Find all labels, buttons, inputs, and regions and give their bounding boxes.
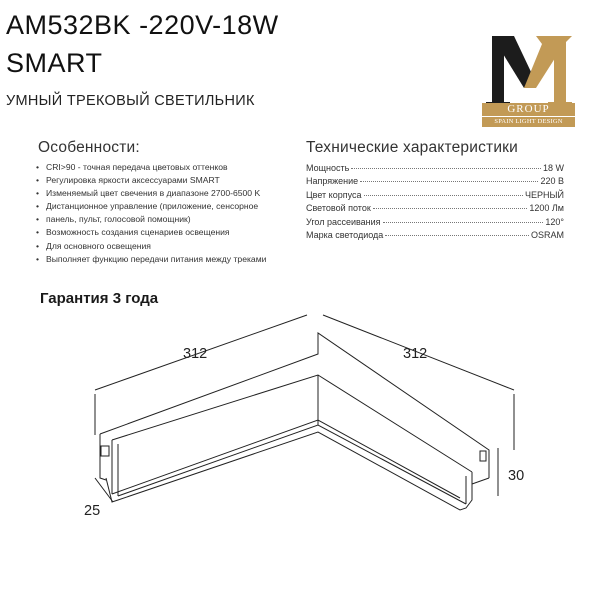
product-subtitle: УМНЫЙ ТРЕКОВЫЙ СВЕТИЛЬНИК (6, 93, 255, 109)
spec-value: 120° (545, 216, 564, 227)
dimension-right-length: 312 (403, 346, 428, 362)
feature-item: • Регулировка яркости аксессуарами SMART (36, 174, 304, 187)
spec-label: Мощность (306, 163, 350, 173)
spec-label: Напряжение (306, 176, 359, 187)
spec-label: Цвет корпуса (306, 189, 362, 200)
dimension-left-length: 312 (183, 346, 208, 362)
brand-name: GROUP (482, 103, 575, 116)
product-model-title: AM532BK -220V-18W (6, 10, 279, 40)
brand-tagline: SPAIN LIGHT DESIGN (482, 117, 575, 127)
spec-value: 18 W (542, 163, 564, 173)
spec-label: Угол рассеивания (306, 216, 381, 227)
feature-item: • Изменяемый цвет свечения в диапазоне 2700-6500 K (36, 187, 304, 200)
spec-label: Световой поток (306, 203, 371, 214)
feature-item: • Для основного освещения (36, 240, 304, 253)
feature-item: • Дистанционное управление (приложение, сенсорное (36, 200, 304, 213)
feature-item: • Возможность создания сценариев освещения (36, 226, 304, 239)
warranty-text: Гарантия 3 года (40, 290, 159, 307)
dimension-width: 25 (84, 503, 101, 519)
spec-value: OSRAM (530, 229, 564, 240)
feature-item: • Выполняет функцию передачи питания между треками (36, 253, 304, 266)
product-line-title: SMART (6, 48, 103, 78)
spec-value: 220 В (540, 176, 564, 187)
feature-item: • панель, пульт, голосовой помощник) (36, 213, 304, 226)
dimension-height: 30 (508, 468, 525, 484)
spec-value: ЧЕРНЫЙ (525, 189, 564, 200)
spec-value: 1200 Лм (529, 203, 564, 214)
specs-heading: Технические характеристики (306, 139, 519, 156)
feature-item: • CRI>90 - точная передача цветовых оттенков (36, 161, 304, 174)
features-heading: Особенности: (38, 139, 140, 156)
spec-label: Марка светодиода (306, 229, 384, 240)
